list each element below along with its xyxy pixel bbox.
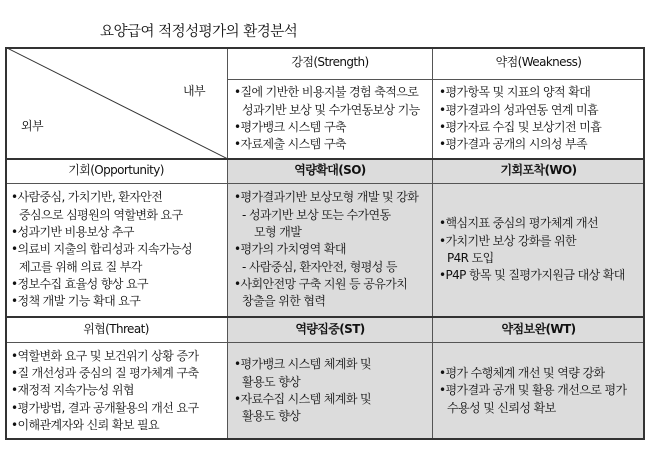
threat-header: 위협(Threat) [5, 318, 228, 343]
list-item: 활용도 향상 [242, 409, 301, 424]
list-item: - 성과기반 보상 또는 수가연동 [242, 207, 391, 222]
so-content [228, 184, 433, 317]
corner-cell [5, 47, 228, 159]
wo-content [433, 184, 645, 317]
list-item: •평가결과기반 보상모형 개발 및 강화 [234, 190, 419, 205]
list-item: •가치기반 보상 강화를 위한 [439, 233, 577, 248]
list-item: •자료제출 시스템 구축 [234, 137, 346, 152]
list-item: •평가결과 공개의 시의성 부족 [439, 137, 588, 152]
wt-header: 약점보완(WT) [433, 318, 645, 343]
list-item: •평가 수행체계 개선 및 역량 강화 [439, 366, 605, 381]
list-item: 중심으로 심평원의 역할변화 요구 [19, 207, 183, 222]
list-item: •의료비 지출의 합리성과 지속가능성 [11, 242, 193, 257]
strength-header: 강점(Strength) [228, 47, 433, 80]
opportunity-content [5, 184, 228, 317]
list-item: •사회안전망 구축 지원 등 공유가치 [234, 276, 408, 291]
list-item: •성과기반 비용보상 추구 [11, 225, 134, 240]
list-item: •평가방법, 결과 공개활용의 개선 요구 [11, 400, 199, 415]
list-item: 성과기반 보상 및 수가연동보상 기능 [242, 102, 420, 117]
list-item: •질 개선성과 중심의 질 평가체계 구축 [11, 366, 199, 381]
strength-content [228, 80, 433, 159]
list-item: •평가결과의 성과연동 연계 미흡 [439, 102, 599, 117]
list-item: 모형 개발 [254, 225, 302, 240]
list-item: •평가항목 및 지표의 양적 확대 [439, 85, 591, 100]
external-label: 외부 [21, 119, 43, 133]
list-item: •질에 기반한 비용지불 경험 축적으로 [234, 85, 419, 100]
threat-content [5, 343, 228, 440]
list-item: •핵심지표 중심의 평가체계 개선 [439, 216, 599, 231]
list-item: •평가뱅크 시스템 체계화 및 [234, 357, 372, 372]
st-content [228, 343, 433, 440]
st-header: 역량집중(ST) [228, 318, 433, 343]
row-divider [5, 158, 645, 160]
list-item: •재정적 지속가능성 위협 [11, 383, 134, 398]
list-item: •이해관계자와 신뢰 확보 필요 [11, 417, 160, 432]
weakness-header: 약점(Weakness) [433, 47, 645, 80]
page-title: 요양급여 적정성평가의 환경분석 [100, 24, 298, 40]
list-item: 제고를 위해 의료 질 부각 [19, 259, 142, 274]
list-item: •평가결과 공개 및 활용 개선으로 평가 [439, 383, 627, 398]
list-item: •P4P 항목 및 질평가지원금 대상 확대 [439, 268, 625, 283]
internal-label: 내부 [183, 84, 205, 98]
weakness-content [433, 80, 645, 159]
row-divider [5, 316, 645, 318]
list-item: P4R 도입 [447, 251, 494, 265]
list-item: •평가뱅크 시스템 구축 [234, 120, 346, 134]
opportunity-header: 기회(Opportunity) [5, 159, 228, 184]
list-item: •자료수집 시스템 체계화 및 [234, 392, 372, 406]
wt-content [433, 343, 645, 440]
so-header: 역량확대(SO) [228, 159, 433, 184]
list-item: •정보수집 효율성 향상 요구 [11, 276, 149, 291]
list-item: •정책 개발 기능 확대 요구 [11, 294, 141, 309]
list-item: •사람중심, 가치기반, 환자안전 [11, 190, 163, 205]
list-item: - 사람중심, 환자안전, 형평성 등 [242, 259, 397, 274]
wo-header: 기회포착(WO) [433, 159, 645, 184]
diagonal-divider [5, 47, 228, 159]
list-item: 창출을 위한 협력 [242, 294, 326, 309]
list-item: 활용도 향상 [242, 374, 301, 389]
list-item: •평가자료 수집 및 보상기전 미흡 [439, 120, 602, 134]
list-item: •평가의 가치영역 확대 [234, 242, 346, 257]
list-item: •역할변화 요구 및 보건위기 상황 증가 [11, 348, 199, 363]
list-item: 수용성 및 신뢰성 확보 [447, 400, 556, 415]
